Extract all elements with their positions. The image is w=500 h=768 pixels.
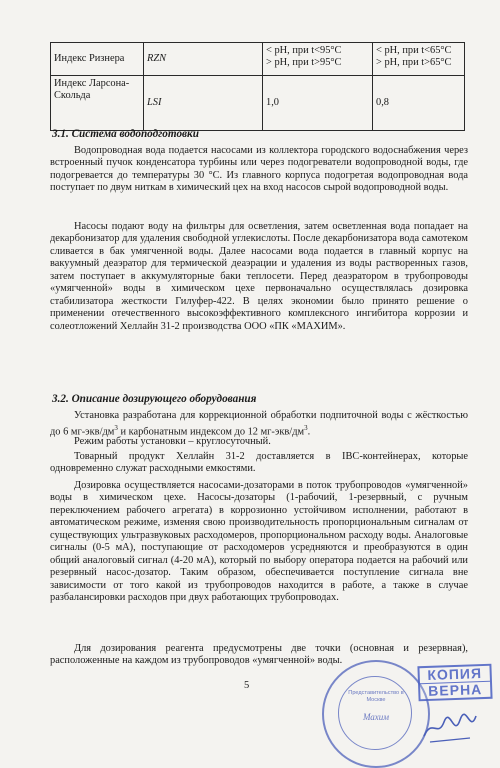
paragraph: Водопроводная вода подается насосами из коллектора городского водоснабжения через встроенный пучок конденсатора турбины или через подогреватели водопроводной воды, где подогревается до температуры 30 °С. Из главного корпуса подогретая водопроводная вода поступает по двум ниткам в химический цех на вход насосов сырой водопроводной воды.	[50, 145, 468, 194]
index-name-cell: Индекс Ризнера	[51, 43, 144, 76]
text-fragment: .	[307, 426, 311, 438]
paragraph: Насосы подают воду на фильтры для осветления, затем осветленная вода попадает на декарбонизатор для удаления свободной углекислоты. После декарбонизатора вода самотеком сливается в бак умягченной воды. Далее насосами вода подается в главный корпус на вакуумный деаэратор для термической деаэрации и удаления из воды растворенных газов, затем поступает в аккумуляторные баки теплосети. Перед деаэратором в трубопроводы «умягченной» воды в химическом цехе первоначально осуществлялась дозировка стабилизатора жесткости Гилуфер-422. В целях экономии было принято решение о применении отечественного высокоэффективного комплексного ингибитора коррозии и солеотложений Хеллайн 31-2 производства ООО «ПК «МАХИМ».	[50, 221, 468, 332]
value-line: < pH, при t<65°C	[376, 45, 452, 56]
paragraph	[50, 410, 468, 439]
section-heading-water-treatment: 3.1. Система водоподготовки	[52, 128, 199, 140]
text-fragment: Установка разработана для коррекционной обработки подпиточной воды с жёсткостью до 6 мг-экв/дм	[50, 410, 468, 438]
handwritten-signature	[420, 708, 480, 748]
text-fragment: и карбонатным индексом до 12 мг-экв/дм	[117, 426, 305, 438]
copy-stamp-line1: КОПИЯ	[419, 666, 490, 684]
index-name-cell: Индекс Ларсона-Скольда	[51, 76, 144, 131]
copy-certified-stamp	[417, 664, 492, 702]
superscript: 3	[304, 424, 308, 433]
copy-stamp-line2: ВЕРНА	[427, 681, 483, 699]
seal-text: Представительство в Москве	[348, 690, 404, 703]
superscript: 3	[114, 424, 118, 433]
value-line: > pH, при t>95°C	[266, 57, 342, 68]
indices-table	[50, 42, 465, 131]
paragraph: Дозировка осуществляется насосами-дозаторами в поток трубопроводов «умягченной» воды в химическом цехе. Насосы-дозаторы (1-рабочий, 1-резервный, с ручным переключением рабочего агрегата) в коррозионно устойчивом исполнении, работают в автоматическом режиме, изменяя свою производительность пропорциональным сигналам от существующих ультразвуковых расходомеров, пропорциональном расходу воды. Аналоговые сигналы (0-5 мА), поступающие от расходомеров усредняются и преобразуются в один общий аналоговый сигнал (4-20 мА), который по выбору оператора подается на рабочий или резервный насос-дозатор. Таким образом, обеспечивается поступление сигнала вне зависимости от того какой из трубопроводов находится в работе, а также в случае разбалансировки расходов при двух работающих трубопроводах.	[50, 480, 468, 604]
paragraph: Товарный продукт Хеллайн 31-2 доставляется в IBC-контейнерах, которые одновременно служат расходными емкостями.	[50, 451, 468, 475]
value-line: > pH, при t>65°C	[376, 57, 452, 68]
index-symbol-cell: LSI	[144, 76, 263, 131]
value-line: < pH, при t<95°C	[266, 45, 342, 56]
table-row	[51, 76, 465, 131]
seal-name: Махим	[362, 712, 390, 722]
table-row	[51, 43, 465, 76]
page-number: 5	[244, 680, 250, 691]
value-cell-1	[263, 43, 373, 76]
company-seal	[322, 660, 430, 768]
paragraph: Режим работы установки – круглосуточный.	[74, 436, 271, 447]
index-symbol-cell: RZN	[144, 43, 263, 76]
value-cell-2: 0,8	[373, 76, 465, 131]
value-cell-2	[373, 43, 465, 76]
paragraph: Для дозирования реагента предусмотрены две точки (основная и резервная), расположенные на каждом из трубопроводов «умягченной» воды.	[50, 643, 468, 667]
value-cell-1: 1,0	[263, 76, 373, 131]
section-heading-dosing-equipment: 3.2. Описание дозирующего оборудования	[52, 393, 257, 405]
